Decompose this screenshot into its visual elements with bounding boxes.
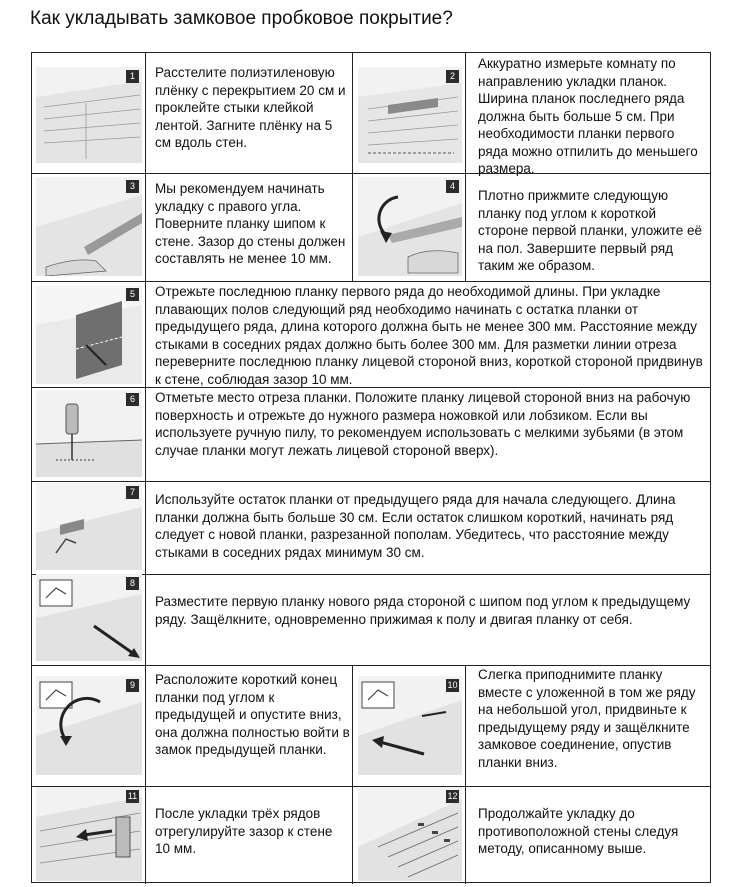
step-number-badge: 3: [126, 180, 139, 193]
step-2-illustration: [358, 67, 462, 163]
step-10-text: Слегка приподнимите планку вместе с уложенной в том же ряду на небольшой угол, придвиньте к предыдущему ряду и защёлкните замковое соединение, опустив планки вниз.: [478, 667, 696, 770]
step-number-badge: 8: [126, 577, 139, 590]
step-10-illustration: [358, 676, 462, 775]
step-2-text: Аккуратно измерьте комнату по направлению укладки планок. Ширина планок последнего ряда должна быть больше 5 см. При необходимости планки первого ряда можно отпилить до меньшего размера.: [478, 56, 698, 176]
col-divider: [465, 665, 466, 884]
step-9-illustration: [36, 676, 142, 775]
col-divider: [465, 53, 466, 281]
step-11-text: После укладки трёх рядов отрегулируйте зазор к стене 10 мм.: [155, 806, 333, 856]
row-divider: [32, 281, 710, 282]
step-7-illustration: [36, 483, 142, 570]
step-1-text: Расстелите полиэтиленовую плёнку с перекрытием 20 см и проклейте стыки клейкой лентой. Загните плёнку на 5 см вдоль стен.: [155, 65, 346, 150]
step-6-text: Отметьте место отреза планки. Положите планку лицевой стороной вниз на рабочую поверхность и отрежьте до нужного размера ножовкой или лобзиком. Если вы используете ручную пилу, то рекомендуем использовать с мелкими зубьями (в этом случае планки могут лежать лицевой стороной вверх).: [155, 390, 691, 458]
col-divider: [145, 53, 146, 884]
step-7-text: Используйте остаток планки от предыдущего ряда для начала следующего. Длина планки должна быть больше 30 см. Если остаток слишком короткий, начинать ряд следует с новой планки, разрезанной пополам. Убедитесь, что расстояние между стыками в соседних рядах минимум 30 см.: [155, 492, 676, 560]
step-number-badge: 7: [126, 486, 139, 499]
step-8-text: Разместите первую планку нового ряда стороной с шипом под углом к предыдущему ряду. Защёлкните, одновременно прижимая к полу и двигая планку от себя.: [155, 594, 691, 627]
step-6-illustration: [36, 390, 142, 477]
col-divider: [352, 665, 353, 884]
col-divider: [352, 53, 353, 281]
step-number-badge: 6: [126, 393, 139, 406]
step-9-text: Расположите короткий конец планки под углом к предыдущей и опустите вниз, она должна полностью войти в замок предыдущей планки.: [155, 672, 350, 757]
step-number-badge: 9: [126, 679, 139, 692]
step-12-text: Продолжайте укладку до противоположной стены следуя методу, описанному выше.: [478, 806, 679, 856]
step-11-illustration: [36, 787, 142, 881]
step-5-text: Отрежьте последнюю планку первого ряда до необходимой длины. При укладке плавающих полов следующий ряд необходимо начинать с остатка планки от предыдущего ряда, длина которого должна быть не менее 300 мм. Расстояние между стыками в соседних рядах должно быть более 300 мм. Для разметки линии отреза переверните последнюю планку лицевой стороной вниз, короткой стороной придвинув к стене, соблюдая зазор 10 мм.: [155, 284, 703, 387]
step-number-badge: 4: [446, 180, 459, 193]
step-3-illustration: [36, 177, 142, 276]
step-5-illustration: [36, 285, 142, 384]
step-number-badge: 1: [126, 70, 139, 83]
page-title: Как укладывать замковое пробковое покрытие?: [30, 8, 453, 29]
step-4-text: Плотно прижмите следующую планку под углом к короткой стороне первой планки, уложите её на пол. Завершите первый ряд таким же образом.: [478, 188, 702, 273]
step-number-badge: 11: [127, 791, 138, 801]
step-number-badge: 10: [447, 680, 458, 690]
step-3-text: Мы рекомендуем начинать укладку с правого угла. Поверните планку шипом к стене. Зазор до стены должен составлять не менее 10 мм.: [155, 181, 346, 266]
step-number-badge: 12: [447, 791, 458, 801]
step-8-illustration: [36, 574, 142, 661]
step-number-badge: 2: [446, 70, 459, 83]
step-12-illustration: [358, 787, 462, 881]
step-number-badge: 5: [126, 288, 139, 301]
row-divider: [32, 481, 710, 482]
step-4-illustration: [358, 177, 462, 276]
step-1-illustration: [36, 67, 142, 163]
